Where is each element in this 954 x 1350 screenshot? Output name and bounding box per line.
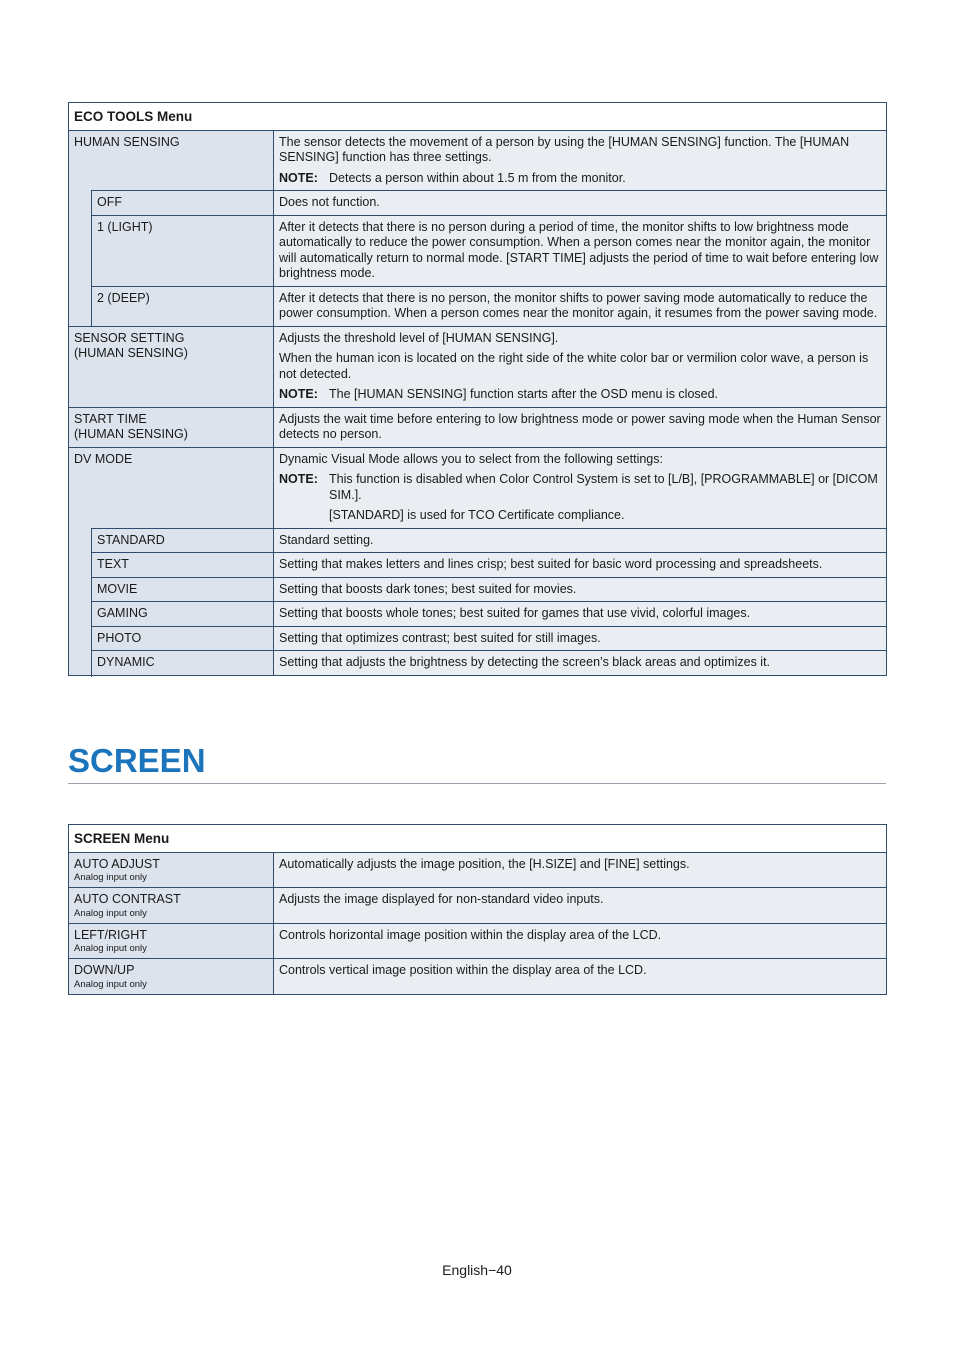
- table-row: [69, 528, 887, 553]
- dv-text-label: TEXT: [92, 553, 274, 578]
- dv-gaming-label: GAMING: [92, 602, 274, 627]
- dv-dynamic-desc: Setting that adjusts the brightness by detecting the screen’s black areas and optimizes it.: [274, 651, 887, 676]
- label-sub: Analog input only: [74, 943, 147, 954]
- dv-dynamic-label: DYNAMIC: [92, 651, 274, 676]
- hs-off-label: OFF: [92, 191, 274, 216]
- dv-mode-label: DV MODE: [69, 447, 274, 528]
- sensor-setting-label: [69, 326, 274, 407]
- eco-tools-header-row: [69, 103, 887, 131]
- table-row: [69, 959, 887, 995]
- eco-tools-table: [68, 102, 887, 676]
- note-key: NOTE:: [279, 472, 318, 486]
- auto-contrast-label: [69, 888, 274, 924]
- left-right-desc: Controls horizontal image position within the display area of the LCD.: [274, 923, 887, 959]
- down-up-desc: Controls vertical image position within the display area of the LCD.: [274, 959, 887, 995]
- hs-deep-label: 2 (DEEP): [92, 286, 274, 326]
- table-row: [69, 888, 887, 924]
- desc-text: When the human icon is located on the right side of the white color bar or vermilion color wave, a person is not detected.: [279, 351, 869, 381]
- start-time-label: [69, 407, 274, 447]
- indent-spacer-end: [69, 675, 92, 676]
- label-main: DOWN/UP: [74, 963, 135, 977]
- start-time-desc: Adjusts the wait time before entering to low brightness mode or power saving mode when the Human Sensor detects no person.: [274, 407, 887, 447]
- note-text: This function is disabled when Color Control System is set to [L/B], [PROGRAMMABLE] or [DICOM SIM.].: [329, 472, 878, 502]
- dv-text-desc: Setting that makes letters and lines crisp; best suited for basic word processing and spreadsheets.: [274, 553, 887, 578]
- section-title: SCREEN: [68, 742, 886, 784]
- table-row: [69, 577, 887, 602]
- note-text: Detects a person within about 1.5 m from the monitor.: [329, 170, 626, 185]
- table-row: [69, 286, 887, 326]
- dv-mode-desc: [274, 447, 887, 528]
- table-row: [69, 447, 887, 528]
- label-line: START TIME: [74, 411, 147, 426]
- label-sub: Analog input only: [74, 907, 147, 919]
- table-row: [69, 191, 887, 216]
- indent-spacer: [69, 528, 92, 675]
- screen-section: [68, 824, 886, 995]
- dv-photo-desc: Setting that optimizes contrast; best suited for still images.: [274, 626, 887, 651]
- dv-movie-desc: Setting that boosts dark tones; best suited for movies.: [274, 577, 887, 602]
- hs-deep-desc: After it detects that there is no person, the monitor shifts to power saving mode automatically to reduce the power consumption. When a person comes near the monitor again, it resumes from the power saving mode.: [274, 286, 887, 326]
- hs-off-desc: Does not function.: [274, 191, 887, 216]
- note-continued: [279, 508, 881, 524]
- dv-movie-label: MOVIE: [92, 577, 274, 602]
- table-row: [69, 215, 887, 286]
- down-up-label: [69, 959, 274, 995]
- dv-standard-label: STANDARD: [92, 528, 274, 553]
- desc-text: Dynamic Visual Mode allows you to select from the following settings:: [279, 451, 663, 466]
- label-sub: Analog input only: [74, 978, 147, 990]
- table-row: [69, 626, 887, 651]
- left-right-label: [69, 923, 274, 959]
- label-line: (HUMAN SENSING): [74, 427, 188, 441]
- table-row: [69, 602, 887, 627]
- desc-text: Adjusts the threshold level of [HUMAN SENSING].: [279, 330, 559, 345]
- indent-spacer: [69, 191, 92, 327]
- note: [279, 171, 881, 187]
- table-row: [69, 407, 887, 447]
- label-main: AUTO CONTRAST: [74, 892, 181, 906]
- label-line: (HUMAN SENSING): [74, 346, 188, 360]
- note-key: NOTE:: [279, 387, 318, 401]
- label-main: LEFT/RIGHT: [74, 927, 147, 942]
- screen-table: [68, 824, 887, 995]
- eco-tools-title: ECO TOOLS Menu: [69, 103, 887, 131]
- label-line: SENSOR SETTING: [74, 330, 185, 345]
- table-row: [69, 852, 887, 888]
- dv-gaming-desc: Setting that boosts whole tones; best suited for games that use vivid, colorful images.: [274, 602, 887, 627]
- screen-header-row: [69, 825, 887, 853]
- auto-contrast-desc: Adjusts the image displayed for non-standard video inputs.: [274, 888, 887, 924]
- note: [279, 472, 881, 503]
- note: [279, 387, 881, 403]
- table-row: [69, 651, 887, 676]
- human-sensing-desc: [274, 130, 887, 191]
- auto-adjust-desc: Automatically adjusts the image position, the [H.SIZE] and [FINE] settings.: [274, 852, 887, 888]
- hs-light-desc: After it detects that there is no person during a period of time, the monitor shifts to low brightness mode automatically to reduce the power consumption. When a person comes near the monitor again, the monitor will automatically return to normal mode. [START TIME] adjusts the period of time to wait before entering low brightness mode.: [274, 215, 887, 286]
- sensor-setting-desc: [274, 326, 887, 407]
- table-row: [69, 923, 887, 959]
- screen-title: SCREEN Menu: [69, 825, 887, 853]
- table-row: [69, 130, 887, 191]
- dv-photo-label: PHOTO: [92, 626, 274, 651]
- human-sensing-label: HUMAN SENSING: [69, 130, 274, 191]
- table-row: [69, 553, 887, 578]
- note-key: NOTE:: [279, 170, 318, 185]
- desc-text: The sensor detects the movement of a person by using the [HUMAN SENSING] function. The [HUMAN SENSING] function has three settings.: [279, 134, 850, 164]
- note-text: [STANDARD] is used for TCO Certificate compliance.: [329, 508, 625, 522]
- page-number: English−40: [442, 1262, 512, 1278]
- dv-standard-desc: Standard setting.: [274, 528, 887, 553]
- auto-adjust-label: [69, 852, 274, 888]
- label-sub: Analog input only: [74, 872, 147, 883]
- hs-light-label: 1 (LIGHT): [92, 215, 274, 286]
- label-main: AUTO ADJUST: [74, 856, 160, 871]
- eco-tools-section: [68, 102, 886, 676]
- table-row: [69, 326, 887, 407]
- note-text: The [HUMAN SENSING] function starts after the OSD menu is closed.: [329, 387, 719, 401]
